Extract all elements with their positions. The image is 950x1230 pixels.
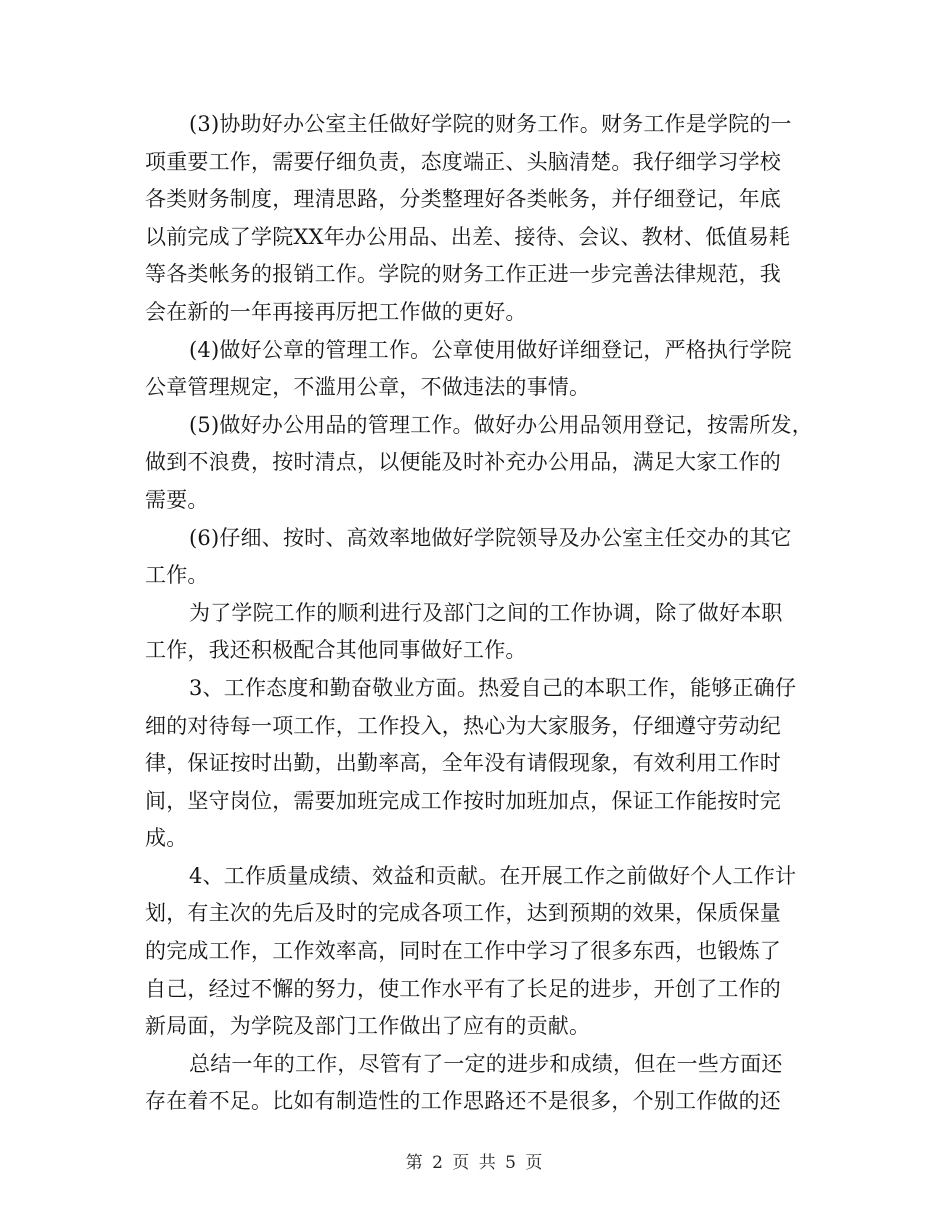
text-line: 划，有主次的先后及时的完成各项工作，达到预期的效果，保质保量 (145, 901, 781, 926)
text-line: 以前完成了学院XX年办公用品、出差、接待、会议、教材、低值易耗 (145, 224, 791, 249)
text-line: 工作。 (145, 563, 209, 588)
text-line: 的完成工作，工作效率高，同时在工作中学习了很多东西，也锻炼了 (145, 939, 781, 964)
text-line: 3、工作态度和勤奋敬业方面。热爱自己的本职工作，能够正确仔 (189, 675, 797, 700)
text-line: 项重要工作，需要仔细负责，态度端正、头脑清楚。我仔细学习学校 (145, 149, 781, 174)
text-line: (6)仔细、按时、高效率地做好学院领导及办公室主任交办的其它 (189, 525, 792, 550)
text-line: 存在着不足。比如有制造性的工作思路还不是很多，个别工作做的还 (145, 1089, 781, 1114)
text-line: 自己，经过不懈的努力，使工作水平有了长足的进步，开创了工作的 (145, 976, 781, 1001)
text-line: 公章管理规定，不滥用公章，不做违法的事情。 (145, 375, 591, 400)
text-line: 做到不浪费，按时清点，以便能及时补充办公用品，满足大家工作的 (145, 450, 781, 475)
text-line: 细的对待每一项工作，工作投入，热心为大家服务，仔细遵守劳动纪 (145, 713, 781, 738)
text-line: 需要。 (145, 487, 209, 512)
text-line: (3)协助好办公室主任做好学院的财务工作。财务工作是学院的一 (189, 112, 792, 136)
text-line: 成。 (145, 826, 188, 851)
text-line: 4、工作质量成绩、效益和贡献。在开展工作之前做好个人工作计 (189, 863, 797, 888)
text-line: 律，保证按时出勤，出勤率高，全年没有请假现象，有效利用工作时 (145, 751, 781, 776)
text-line: 会在新的一年再接再厉把工作做的更好。 (145, 299, 527, 324)
text-line: 总结一年的工作，尽管有了一定的进步和成绩，但在一些方面还 (189, 1051, 783, 1076)
text-line: (5)做好办公用品的管理工作。做好办公用品领用登记，按需所发， (189, 412, 813, 437)
document-body (145, 106, 835, 1121)
text-line: 间，坚守岗位，需要加班完成工作按时加班加点，保证工作能按时完 (145, 788, 781, 813)
text-line: 等各类帐务的报销工作。学院的财务工作正进一步完善法律规范，我 (145, 262, 781, 287)
text-line: 新局面，为学院及部门工作做出了应有的贡献。 (145, 1014, 591, 1039)
text-line: 工作，我还积极配合其他同事做好工作。 (145, 638, 527, 663)
text-line: (4)做好公章的管理工作。公章使用做好详细登记，严格执行学院 (189, 337, 792, 362)
text-line: 为了学院工作的顺利进行及部门之间的工作协调，除了做好本职 (189, 600, 783, 625)
text-line: 各类财务制度，理清思路，分类整理好各类帐务，并仔细登记，年底 (145, 187, 781, 212)
page-footer: 第 2 页 共 5 页 (405, 1153, 545, 1173)
